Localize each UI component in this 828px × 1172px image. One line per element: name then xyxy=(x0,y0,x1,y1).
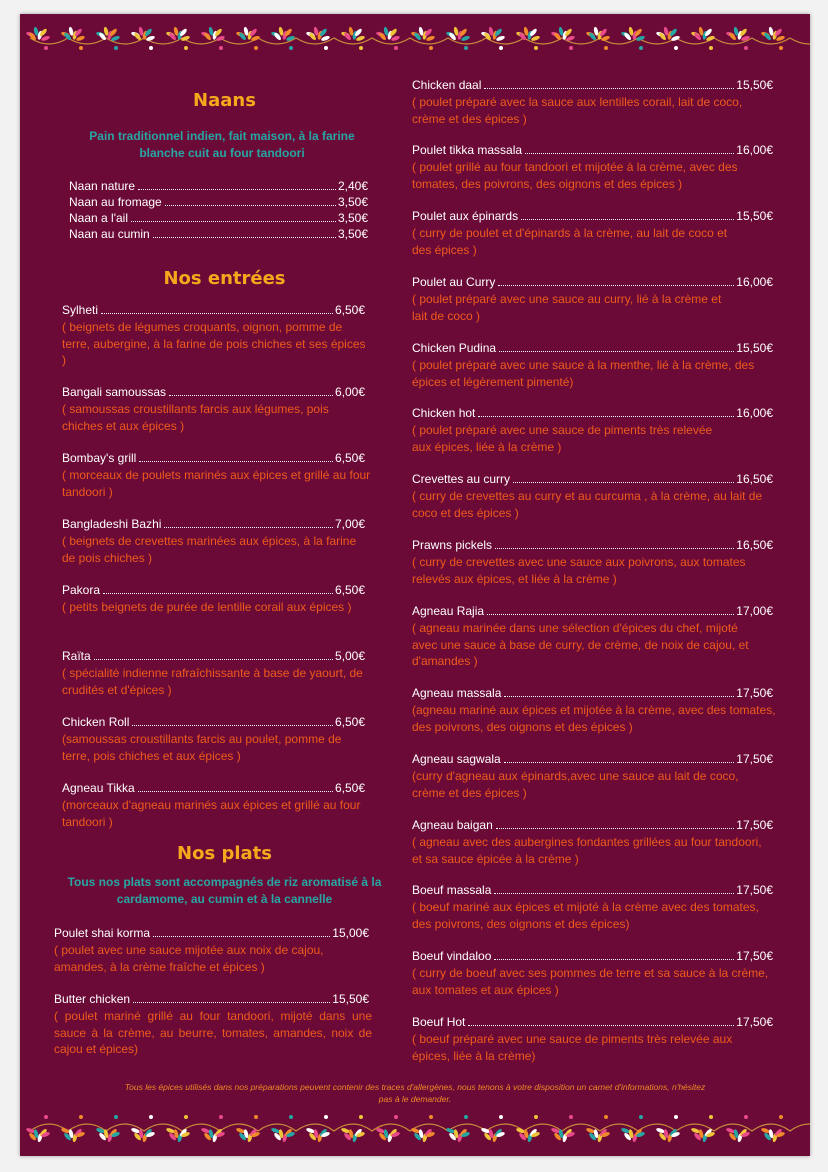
entree-item xyxy=(62,583,365,599)
item-name: Raïta xyxy=(62,649,91,663)
item-name: Agneau baigan xyxy=(412,818,493,832)
item-name: Chicken daal xyxy=(412,78,482,92)
item-name: Sylheti xyxy=(62,303,99,317)
entree-item xyxy=(62,781,365,797)
floral-border-top xyxy=(20,16,810,54)
item-price: 3,50€ xyxy=(337,195,368,209)
allergen-note: Tous les épices utilisés dans nos préparations peuvent contenir des traces d'allergènes, nous tenons à votre disposition un carnet d'informations, n'hésitez pas à le demander. xyxy=(124,1082,706,1104)
item-name: Crevettes au curry xyxy=(412,472,511,486)
entree-item xyxy=(62,385,365,401)
item-name: Boeuf Hot xyxy=(412,1015,466,1029)
item-name: Bangali samoussas xyxy=(62,385,167,399)
entree-item xyxy=(62,517,365,533)
item-description: ( curry de crevettes au curry et au curcuma , à la crème, au lait de coco et des épices ) xyxy=(412,489,763,520)
item-name: Prawns pickels xyxy=(412,538,493,552)
item-name: Agneau sagwala xyxy=(412,752,501,766)
item-name: Chicken hot xyxy=(412,406,476,420)
item-description: ( morceaux de poulets marinés aux épices et grillé au four tandoori ) xyxy=(62,468,371,499)
item-description: ( boeuf préparé avec une sauce de piments très relevée aux épices, liée à la crème) xyxy=(412,1032,733,1063)
item-price: 16,50€ xyxy=(736,472,773,486)
plat-item xyxy=(412,604,773,620)
plats-subtitle: Tous nos plats sont accompagnés de riz aromatisé à la cardamome, au cumin et à la cannelle xyxy=(67,875,382,906)
item-price: 3,50€ xyxy=(337,211,368,225)
plat-item xyxy=(54,926,369,942)
item-price: 7,00€ xyxy=(334,517,365,531)
item-price: 6,50€ xyxy=(334,303,365,317)
item-name: Naan au cumin xyxy=(69,227,150,241)
item-name: Agneau massala xyxy=(412,686,502,700)
item-description: ( beignets de crevettes marinées aux épices, à la farine de pois chiches ) xyxy=(62,534,357,565)
entree-item xyxy=(62,649,365,665)
plat-item xyxy=(412,883,773,899)
item-name: Poulet shai korma xyxy=(54,926,151,940)
item-name: Bombay's grill xyxy=(62,451,137,465)
plats-heading: Nos plats xyxy=(177,843,272,864)
item-name: Poulet tikka massala xyxy=(412,143,523,157)
item-price: 17,00€ xyxy=(736,604,773,618)
item-price: 16,50€ xyxy=(736,538,773,552)
plat-item xyxy=(412,275,773,291)
item-description: (samoussas croustillants farcis au poulet, pomme de terre, pois chiches et aux épices ) xyxy=(62,732,342,763)
item-price: 6,50€ xyxy=(334,781,365,795)
item-description: ( poulet grillé au four tandoori et mijotée à la crème, avec des tomates, des poivrons, des oignons et des épices ) xyxy=(412,160,738,191)
plat-item xyxy=(412,209,773,225)
plat-item xyxy=(412,341,773,357)
entree-item xyxy=(62,715,365,731)
item-price: 6,50€ xyxy=(334,715,365,729)
item-description: (morceaux d'agneau marinés aux épices et grillé au four tandoori ) xyxy=(62,798,361,829)
item-price: 15,50€ xyxy=(736,78,773,92)
item-name: Bangladeshi Bazhi xyxy=(62,517,162,531)
plat-item xyxy=(412,818,773,834)
item-price: 16,00€ xyxy=(736,406,773,420)
item-name: Chicken Roll xyxy=(62,715,130,729)
item-name: Pakora xyxy=(62,583,101,597)
item-price: 17,50€ xyxy=(736,818,773,832)
naans-heading: Naans xyxy=(193,90,256,111)
item-description: ( poulet préparé avec une sauce de piments très relevée aux épices, liée à la crème ) xyxy=(412,423,713,454)
plat-item xyxy=(412,686,773,702)
item-description: ( curry de boeuf avec ses pommes de terre et sa sauce à la crème, aux tomates et aux épices ) xyxy=(412,966,769,997)
item-description: ( petits beignets de purée de lentille corail aux épices ) xyxy=(62,600,352,614)
naan-item xyxy=(69,179,368,195)
menu-page xyxy=(20,14,810,1156)
item-price: 15,50€ xyxy=(736,209,773,223)
item-name: Naan au fromage xyxy=(69,195,162,209)
item-price: 6,50€ xyxy=(334,451,365,465)
item-description: ( boeuf mariné aux épices et mijoté à la crème avec des tomates, des poivrons, des oignons et des épices) xyxy=(412,900,759,931)
naan-item xyxy=(69,227,368,243)
plat-item xyxy=(412,472,773,488)
item-description: ( beignets de légumes croquants, oignon, pomme de terre, aubergine, à la farine de pois chiches et ses épices ) xyxy=(62,320,366,367)
item-price: 2,40€ xyxy=(337,179,368,193)
item-name: Poulet au Curry xyxy=(412,275,496,289)
plat-item xyxy=(412,538,773,554)
naans-subtitle: Pain traditionnel indien, fait maison, à la farine blanche cuit au four tandoori xyxy=(89,129,355,160)
item-description: ( samoussas croustillants farcis aux légumes, pois chiches et aux épices ) xyxy=(62,402,329,433)
entrees-heading: Nos entrées xyxy=(163,268,286,289)
floral-border-bottom xyxy=(20,1109,810,1147)
entree-item xyxy=(62,303,365,319)
plat-item xyxy=(54,992,369,1008)
item-price: 17,50€ xyxy=(736,686,773,700)
plat-item xyxy=(412,949,773,965)
item-description: ( poulet mariné grillé au four tandoori, mijoté dans une sauce à la crème, au beurre, tomates, amandes, noix de cajou et épices) xyxy=(54,1009,372,1056)
item-price: 6,50€ xyxy=(334,583,365,597)
item-description: ( agneau avec des aubergines fondantes grillées au four tandoori, et sa sauce épicée à la crème ) xyxy=(412,835,762,866)
plat-item xyxy=(412,752,773,768)
item-price: 17,50€ xyxy=(736,949,773,963)
item-price: 15,00€ xyxy=(332,926,369,940)
item-price: 17,50€ xyxy=(736,752,773,766)
item-price: 16,00€ xyxy=(736,275,773,289)
item-description: ( poulet avec une sauce mijotée aux noix de cajou, amandes, à la crème fraîche et épices ) xyxy=(54,943,324,974)
item-description: ( curry de crevettes avec une sauce aux poivrons, aux tomates relevés aux épices, et liée à la crème ) xyxy=(412,555,746,586)
plat-item xyxy=(412,406,773,422)
item-name: Poulet aux épinards xyxy=(412,209,519,223)
item-name: Agneau Tikka xyxy=(62,781,135,795)
plat-item xyxy=(412,1015,773,1031)
item-name: Boeuf vindaloo xyxy=(412,949,492,963)
item-price: 15,50€ xyxy=(332,992,369,1006)
item-name: Naan a l'ail xyxy=(69,211,128,225)
item-name: Agneau Rajia xyxy=(412,604,485,618)
plat-item xyxy=(412,143,773,159)
item-description: ( agneau marinée dans une sélection d'épices du chef, mijoté avec une sauce à base de curry, de crème, de noix de cajou, et d'amandes ) xyxy=(412,621,749,668)
item-price: 3,50€ xyxy=(337,227,368,241)
item-description: ( spécialité indienne rafraîchissante à base de yaourt, de crudités et d'épices ) xyxy=(62,666,363,697)
item-name: Naan nature xyxy=(69,179,136,193)
naan-item xyxy=(69,211,368,227)
item-price: 17,50€ xyxy=(736,883,773,897)
item-price: 6,00€ xyxy=(334,385,365,399)
item-description: ( poulet préparé avec la sauce aux lentilles corail, lait de coco, crème et des épices ) xyxy=(412,95,743,126)
item-price: 17,50€ xyxy=(736,1015,773,1029)
item-description: ( poulet préparé avec une sauce au curry, lié à la crème et lait de coco ) xyxy=(412,292,722,323)
item-description: ( curry de poulet et d'épinards à la crème, au lait de coco et des épices ) xyxy=(412,226,728,257)
item-price: 5,00€ xyxy=(334,649,365,663)
item-description: (curry d'agneau aux épinards,avec une sauce au lait de coco, crème et des épices ) xyxy=(412,769,739,800)
item-name: Boeuf massala xyxy=(412,883,492,897)
item-name: Butter chicken xyxy=(54,992,131,1006)
naan-item xyxy=(69,195,368,211)
plat-item xyxy=(412,78,773,94)
item-name: Chicken Pudina xyxy=(412,341,497,355)
item-description: ( poulet préparé avec une sauce à la menthe, lié à la crème, des épices et légèrement pimenté) xyxy=(412,358,755,389)
item-price: 15,50€ xyxy=(736,341,773,355)
entree-item xyxy=(62,451,365,467)
item-description: (agneau mariné aux épices et mijotée à la crème, avec des tomates, des poivrons, des oignons et des épices ) xyxy=(412,703,776,734)
item-price: 16,00€ xyxy=(736,143,773,157)
